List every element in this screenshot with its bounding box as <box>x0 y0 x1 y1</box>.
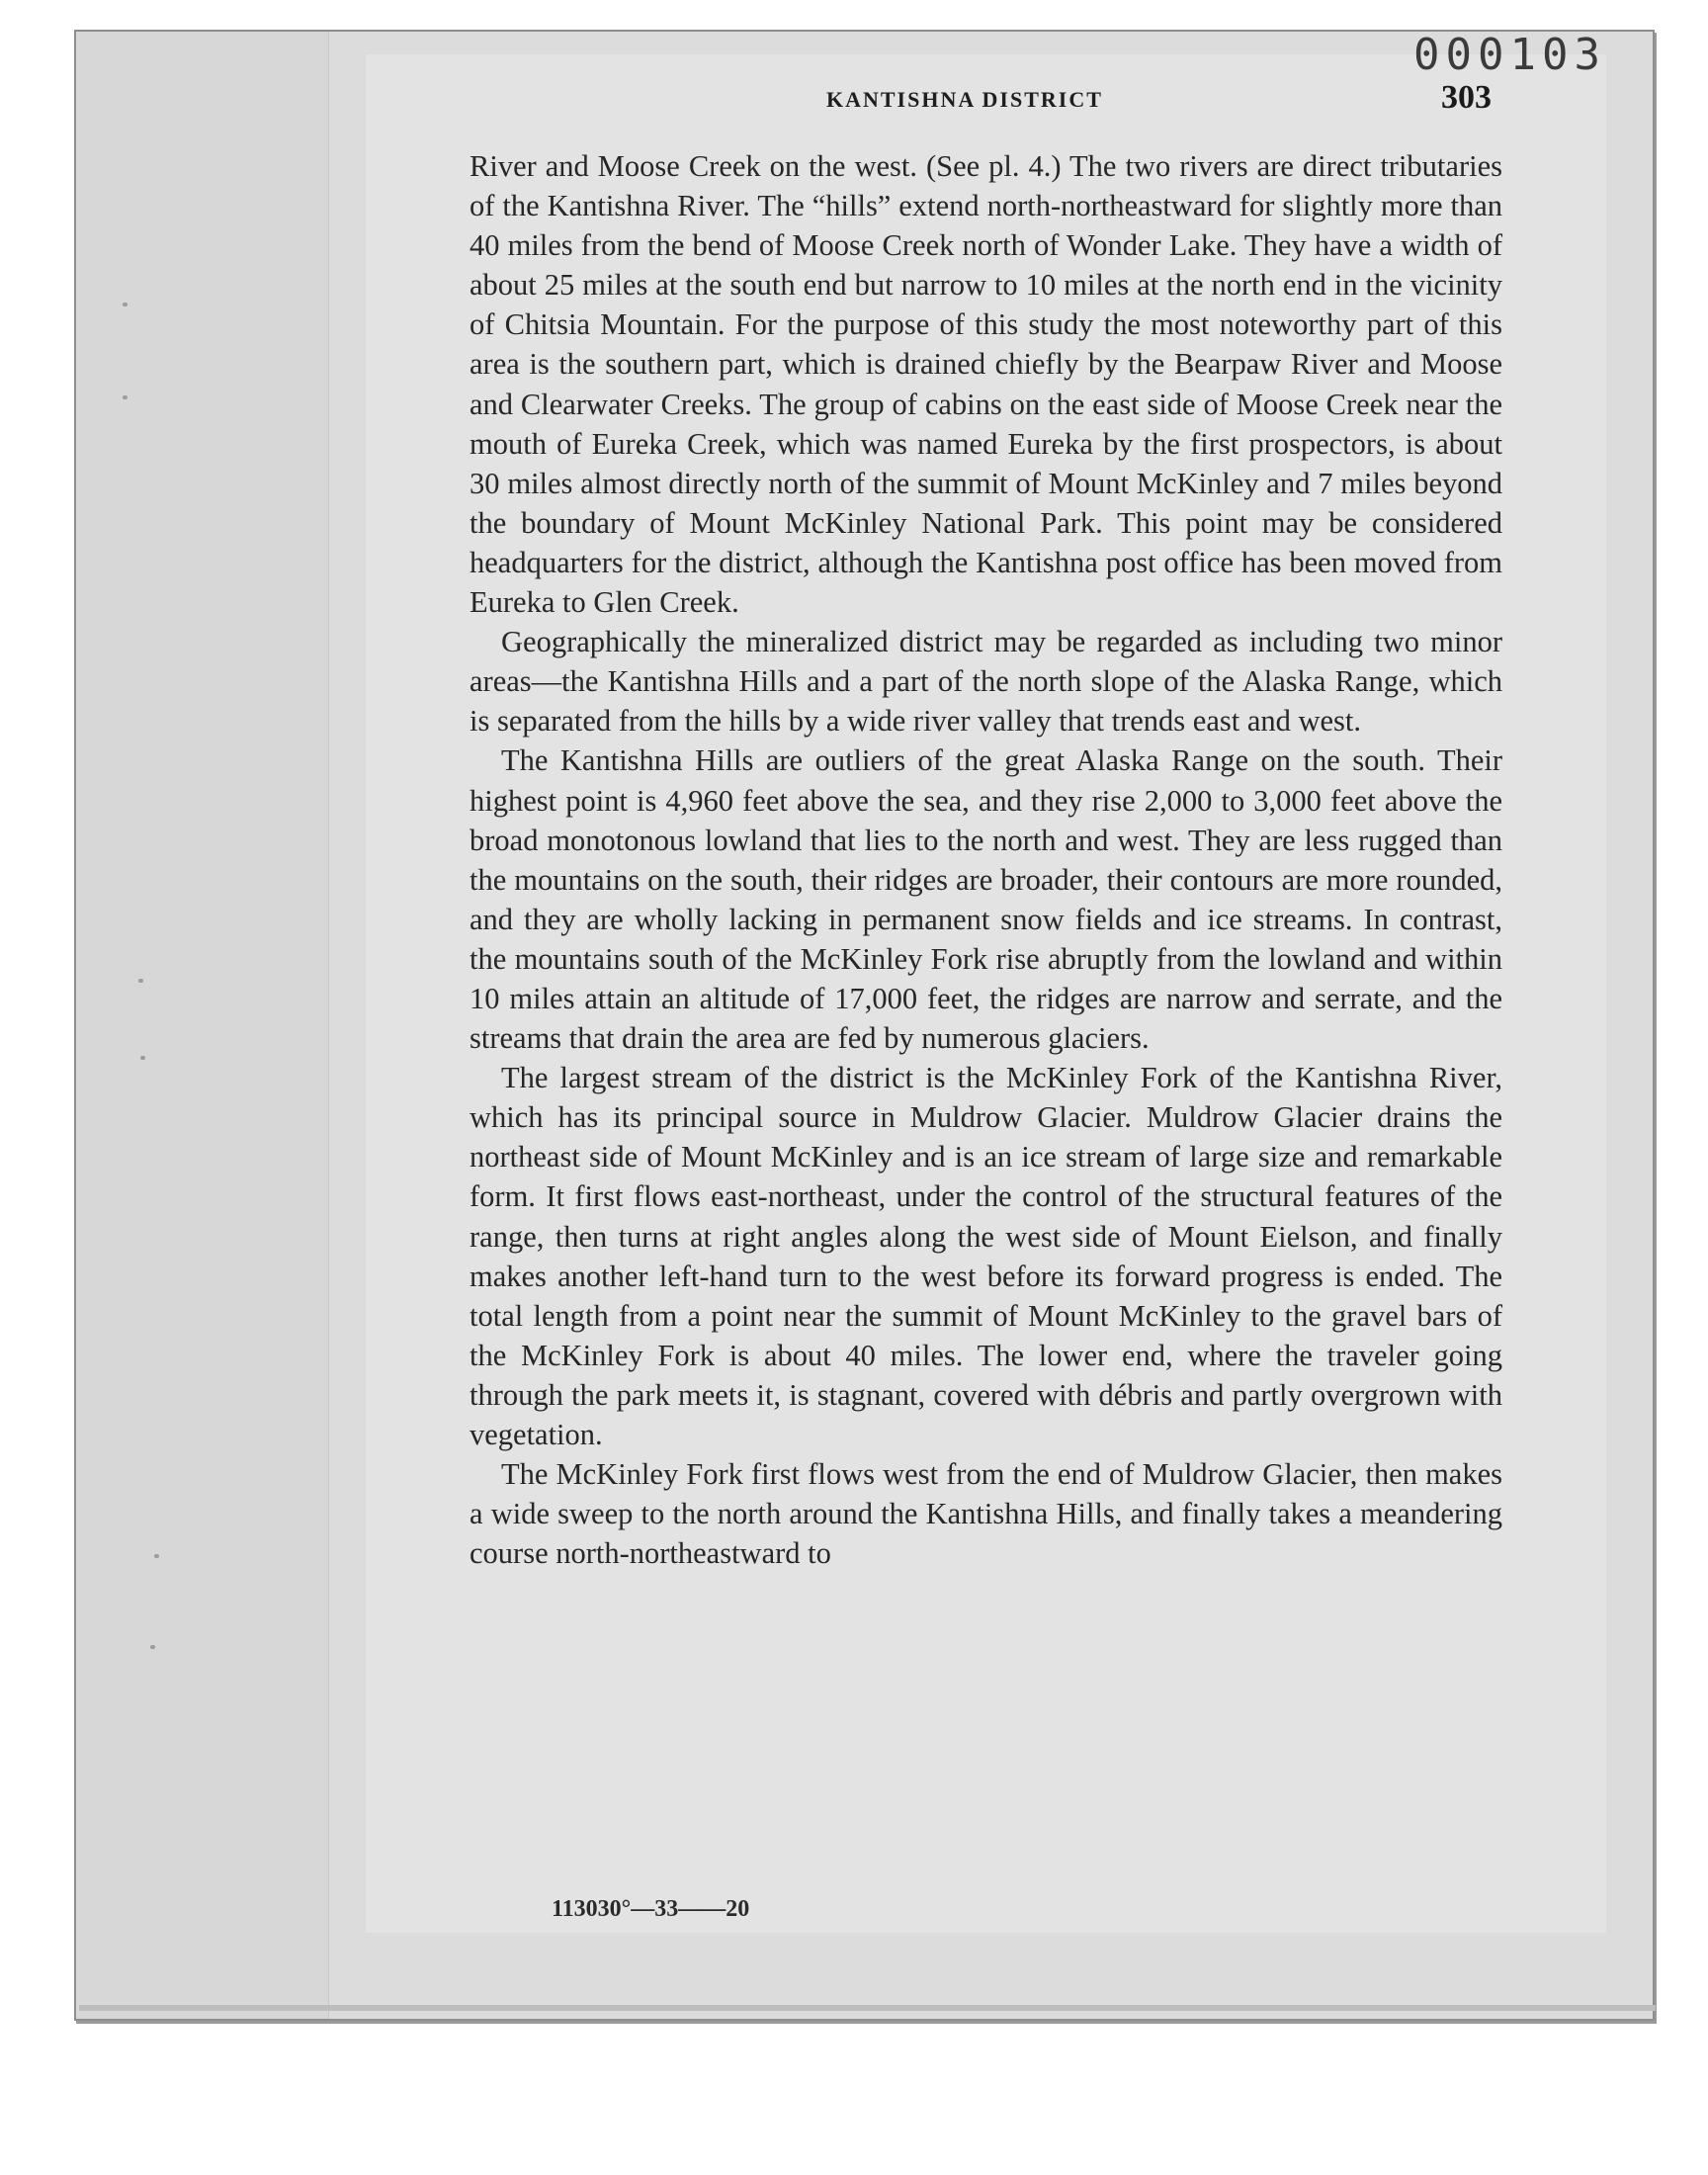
scan-speck <box>138 979 143 983</box>
scan-speck <box>154 1554 159 1558</box>
document-stamp-number: 000103 <box>1413 30 1606 80</box>
body-text <box>470 146 1502 1573</box>
scan-speck <box>123 303 128 306</box>
paragraph: Geographically the mineralized district may be regarded as including two minor areas—the Kantishna Hills and a part of the north slope of the Alaska Range, which is separated from the hills by a wide river valley that trends east and west. <box>470 625 1502 739</box>
scan-left-margin <box>76 32 329 2019</box>
paragraph: The McKinley Fork first flows west from the end of Muldrow Glacier, then makes a wide sweep to the north around the Kantishna Hills, and finally takes a meandering course north-northeastward to <box>470 1457 1502 1571</box>
scan-speck <box>140 1056 145 1060</box>
scan-bottom-edge <box>79 2005 1656 2011</box>
paragraph: River and Moose Creek on the west. (See pl. 4.) The two rivers are direct tributaries of the Kantishna River. The “hills” extend north-northeastward for slightly more than 40 miles from the bend of Moose Creek north of Wonder Lake. They have a width of about 25 miles at the south end but narrow to 10 miles at the north end in the vicinity of Chitsia Mountain. For the purpose of this study the most noteworthy part of this area is the southern part, which is drained chiefly by the Bearpaw River and Moose and Clearwater Creeks. The group of cabins on the east side of Moose Creek near the mouth of Eureka Creek, which was named Eureka by the first prospectors, is about 30 miles almost directly north of the summit of Mount McKinley and 7 miles beyond the boundary of Mount McKinley National Park. This point may be considered headquarters for the district, although the Kantishna post office has been moved from Eureka to Glen Creek. <box>470 149 1502 620</box>
scan-speck <box>123 395 128 399</box>
page-number: 303 <box>1441 79 1492 116</box>
running-head: KANTISHNA DISTRICT <box>826 87 1103 112</box>
paragraph: The Kantishna Hills are outliers of the great Alaska Range on the south. Their highest point is 4,960 feet above the sea, and they rise 2,000 to 3,000 feet above the broad monotonous lowland that lies to the north and west. They are less rugged than the mountains on the south, their ridges are broader, their contours are more rounded, and they are wholly lacking in permanent snow fields and ice streams. In contrast, the mountains south of the McKinley Fork rise abruptly from the lowland and within 10 miles attain an altitude of 17,000 feet, the ridges are narrow and serrate, and the streams that drain the area are fed by numerous glaciers. <box>470 743 1502 1056</box>
paragraph: The largest stream of the district is the McKinley Fork of the Kantishna River, which has its principal source in Muldrow Glacier. Muldrow Glacier drains the northeast side of Mount McKinley and is an ice stream of large size and remarkable form. It first flows east-northeast, under the control of the structural features of the range, then turns at right angles along the west side of Mount Eielson, and finally makes another left-hand turn to the west before its forward progress is ended. The total length from a point near the summit of Mount McKinley to the gravel bars of the McKinley Fork is about 40 miles. The lower end, where the traveler going through the park meets it, is stagnant, covered with débris and partly overgrown with vegetation. <box>470 1061 1502 1451</box>
scan-speck <box>150 1645 155 1649</box>
printer-footer-code: 113030°—33——20 <box>552 1896 750 1922</box>
